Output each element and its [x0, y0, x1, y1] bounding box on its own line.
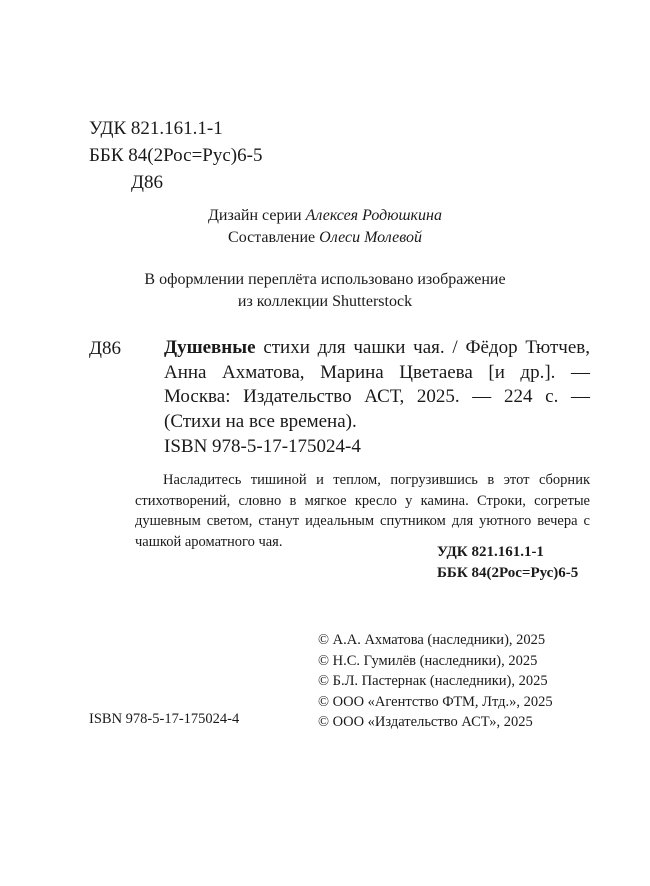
binding-note-line-1: В оформлении переплёта использовано изображение	[144, 271, 506, 288]
isbn-bottom: ISBN 978-5-17-175024-4	[89, 711, 240, 727]
design-prefix: Дизайн серии	[208, 207, 302, 224]
bbk-code-right: ББК 84(2Рос=Рус)6-5	[437, 565, 579, 581]
designer-name: Алексея Родюшкина	[305, 207, 442, 224]
compiler-prefix: Составление	[228, 229, 316, 246]
bibliographic-rest: стихи для чашки чая. / Фёдор Тютчев, Анна Ахматова, Марина Цветаева [и др.]. — Москва: Издательство АСТ, 2025. — 224 с. — (Стихи на все времена).	[164, 337, 590, 432]
bibliographic-description	[164, 336, 590, 434]
bibliographic-code: Д86	[89, 338, 121, 359]
classification-codes	[89, 115, 262, 196]
author-mark: Д86	[131, 172, 163, 193]
copyright-line: © ООО «Издательство АСТ», 2025	[318, 714, 533, 730]
udk-code: УДК 821.161.1-1	[89, 118, 223, 139]
classification-codes-right	[437, 542, 578, 584]
book-title-bold: Душевные	[164, 337, 256, 358]
udk-code-right: УДК 821.161.1-1	[437, 544, 544, 560]
binding-note	[0, 269, 650, 313]
copyright-list	[318, 630, 553, 733]
copyright-line: © ООО «Агентство ФТМ, Лтд.», 2025	[318, 693, 553, 710]
copyright-line: © А.А. Ахматова (наследники), 2025	[318, 632, 546, 648]
bbk-code: ББК 84(2Рос=Рус)6-5	[89, 145, 263, 166]
compiler-name: Олеси Молевой	[319, 229, 422, 246]
series-design-credit	[0, 205, 650, 227]
copyright-line: © Б.Л. Пастернак (наследники), 2025	[318, 673, 548, 689]
annotation-paragraph: Насладитесь тишиной и теплом, погрузившись в этот сборник стихотворений, словно в мягкое кресло у камина. Строки, согретые душевным светом, станут идеальным спутником для уютного вечера с чашкой ароматного чая.	[135, 472, 590, 550]
copyright-line: © Н.С. Гумилёв (наследники), 2025	[318, 652, 538, 669]
credits-block	[0, 205, 650, 249]
isbn-main: ISBN 978-5-17-175024-4	[164, 436, 361, 457]
binding-note-line-2: из коллекции Shutterstock	[237, 293, 413, 310]
compiler-credit	[0, 227, 650, 249]
